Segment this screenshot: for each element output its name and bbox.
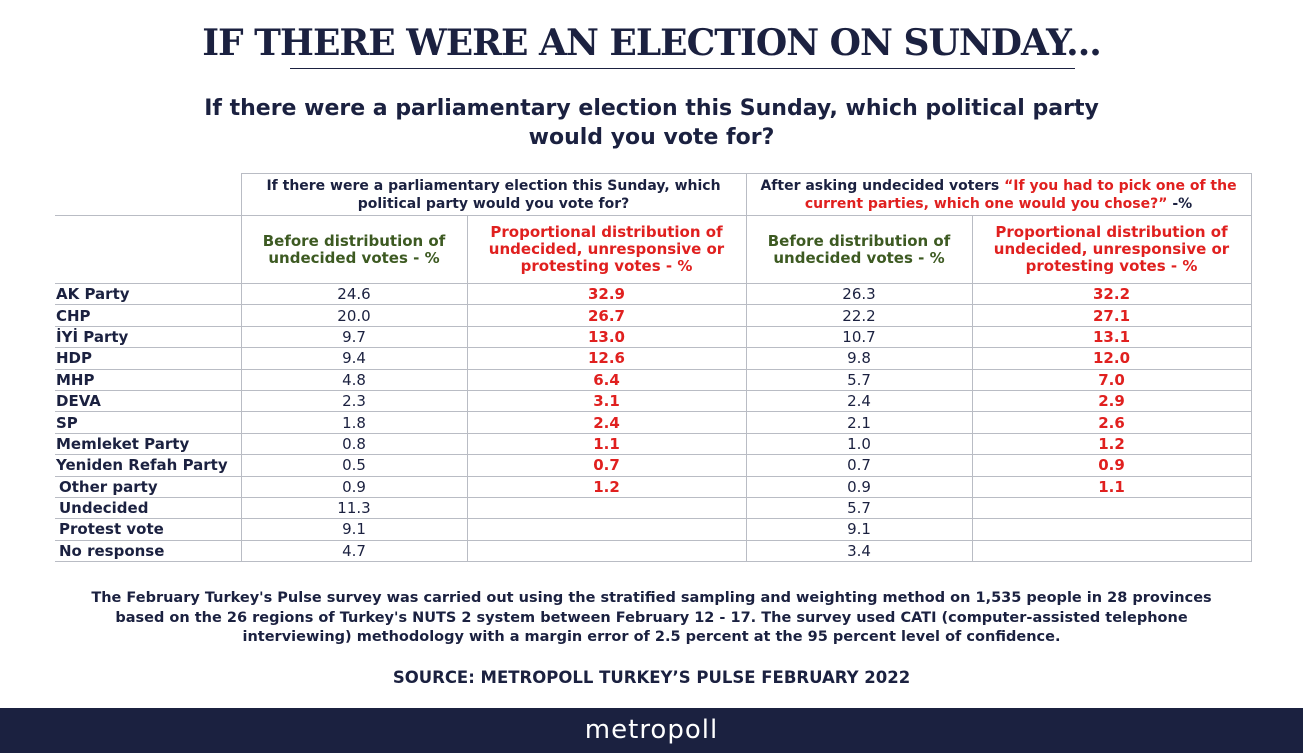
table-row <box>55 519 1251 540</box>
sub-header-row <box>55 216 1251 284</box>
proportional-value-cell <box>972 540 1251 561</box>
group-header-row <box>55 174 1251 216</box>
before-value-cell: 0.5 <box>241 455 467 476</box>
group-header-after: After asking undecided voters “If you had to pick one of the current parties, which one would you chose?” -% <box>746 174 1251 216</box>
source-line: SOURCE: METROPOLL TURKEY’S PULSE FEBRUARY 2022 <box>392 668 911 687</box>
methodology-note <box>60 589 1243 648</box>
before-value-cell: 5.7 <box>746 369 972 390</box>
question-line-2: would you vote for? <box>528 125 775 150</box>
party-name-cell: SP <box>55 412 241 433</box>
proportional-value-cell: 12.6 <box>467 348 746 369</box>
proportional-value-cell: 26.7 <box>467 305 746 326</box>
before-value-cell: 9.8 <box>746 348 972 369</box>
before-value-cell: 11.3 <box>241 497 467 518</box>
proportional-value-cell: 3.1 <box>467 390 746 411</box>
party-name-cell: Other party <box>55 476 241 497</box>
party-name-cell: No response <box>55 540 241 561</box>
proportional-value-cell: 32.9 <box>467 284 746 305</box>
party-name-cell: Yeniden Refah Party <box>55 455 241 476</box>
before-value-cell: 0.9 <box>746 476 972 497</box>
before-value-cell: 2.4 <box>746 390 972 411</box>
method-line-1: The February Turkey's Pulse survey was carried out using the stratified sampling and weighting method on 1,535 people in 28 provinces <box>91 590 1212 606</box>
results-table <box>55 173 1252 562</box>
method-line-3: interviewing) methodology with a margin error of 2.5 percent at the 95 percent level of confidence. <box>242 629 1061 645</box>
table-row <box>55 369 1251 390</box>
proportional-value-cell: 12.0 <box>972 348 1251 369</box>
before-value-cell: 24.6 <box>241 284 467 305</box>
table-row <box>55 455 1251 476</box>
proportional-value-cell: 32.2 <box>972 284 1251 305</box>
title-divider <box>290 68 1075 69</box>
before-value-cell: 5.7 <box>746 497 972 518</box>
proportional-value-cell <box>467 497 746 518</box>
before-value-cell: 9.4 <box>241 348 467 369</box>
table-row <box>55 433 1251 454</box>
party-name-cell: AK Party <box>55 284 241 305</box>
before-value-cell: 9.1 <box>241 519 467 540</box>
party-name-cell: HDP <box>55 348 241 369</box>
proportional-value-cell <box>467 540 746 561</box>
before-value-cell: 26.3 <box>746 284 972 305</box>
party-name-cell: CHP <box>55 305 241 326</box>
sub-header-before-1: Before distribution of undecided votes - % <box>241 216 467 284</box>
proportional-value-cell: 2.6 <box>972 412 1251 433</box>
before-value-cell: 4.8 <box>241 369 467 390</box>
sub-header-proportional-2: Proportional distribution of undecided, unresponsive or protesting votes - % <box>972 216 1251 284</box>
party-name-cell: Undecided <box>55 497 241 518</box>
proportional-value-cell: 6.4 <box>467 369 746 390</box>
before-value-cell: 2.3 <box>241 390 467 411</box>
before-value-cell: 0.9 <box>241 476 467 497</box>
before-value-cell: 1.8 <box>241 412 467 433</box>
proportional-value-cell: 2.4 <box>467 412 746 433</box>
table-row <box>55 497 1251 518</box>
proportional-value-cell <box>972 519 1251 540</box>
table-row <box>55 348 1251 369</box>
before-value-cell: 1.0 <box>746 433 972 454</box>
before-value-cell: 22.2 <box>746 305 972 326</box>
table-row <box>55 284 1251 305</box>
proportional-value-cell: 13.1 <box>972 326 1251 347</box>
proportional-value-cell: 1.1 <box>972 476 1251 497</box>
proportional-value-cell <box>467 519 746 540</box>
brand-logo: metropoll <box>584 715 719 745</box>
before-value-cell: 9.1 <box>746 519 972 540</box>
group-header-before: If there were a parliamentary election this Sunday, which political party would you vote for? <box>241 174 746 216</box>
question-line-1: If there were a parliamentary election this Sunday, which political party <box>204 96 1099 121</box>
proportional-value-cell: 2.9 <box>972 390 1251 411</box>
proportional-value-cell: 1.2 <box>467 476 746 497</box>
before-value-cell: 9.7 <box>241 326 467 347</box>
proportional-value-cell: 13.0 <box>467 326 746 347</box>
proportional-value-cell: 7.0 <box>972 369 1251 390</box>
party-name-cell: İYİ Party <box>55 326 241 347</box>
before-value-cell: 4.7 <box>241 540 467 561</box>
proportional-value-cell: 1.2 <box>972 433 1251 454</box>
before-value-cell: 10.7 <box>746 326 972 347</box>
table-row <box>55 326 1251 347</box>
proportional-value-cell <box>972 497 1251 518</box>
before-value-cell: 3.4 <box>746 540 972 561</box>
before-value-cell: 0.7 <box>746 455 972 476</box>
before-value-cell: 20.0 <box>241 305 467 326</box>
sub-header-before-2: Before distribution of undecided votes - % <box>746 216 972 284</box>
table-row <box>55 305 1251 326</box>
method-line-2: based on the 26 regions of Turkey's NUTS 2 system between February 12 - 17. The survey used CATI (computer-assisted telephone <box>115 609 1188 626</box>
proportional-value-cell: 0.7 <box>467 455 746 476</box>
blank-party-header <box>55 216 241 284</box>
blank-corner-cell <box>55 174 241 216</box>
before-value-cell: 0.8 <box>241 433 467 454</box>
party-name-cell: Protest vote <box>55 519 241 540</box>
footer-bar <box>0 708 1303 753</box>
party-name-cell: Memleket Party <box>55 433 241 454</box>
table-row <box>55 412 1251 433</box>
table-row <box>55 476 1251 497</box>
question-heading <box>0 94 1303 152</box>
proportional-value-cell: 27.1 <box>972 305 1251 326</box>
party-name-cell: MHP <box>55 369 241 390</box>
proportional-value-cell: 0.9 <box>972 455 1251 476</box>
table-row <box>55 390 1251 411</box>
party-name-cell: DEVA <box>55 390 241 411</box>
sub-header-proportional-1: Proportional distribution of undecided, unresponsive or protesting votes - % <box>467 216 746 284</box>
table-row <box>55 540 1251 561</box>
proportional-value-cell: 1.1 <box>467 433 746 454</box>
main-title: IF THERE WERE AN ELECTION ON SUNDAY... <box>202 22 1101 64</box>
before-value-cell: 2.1 <box>746 412 972 433</box>
